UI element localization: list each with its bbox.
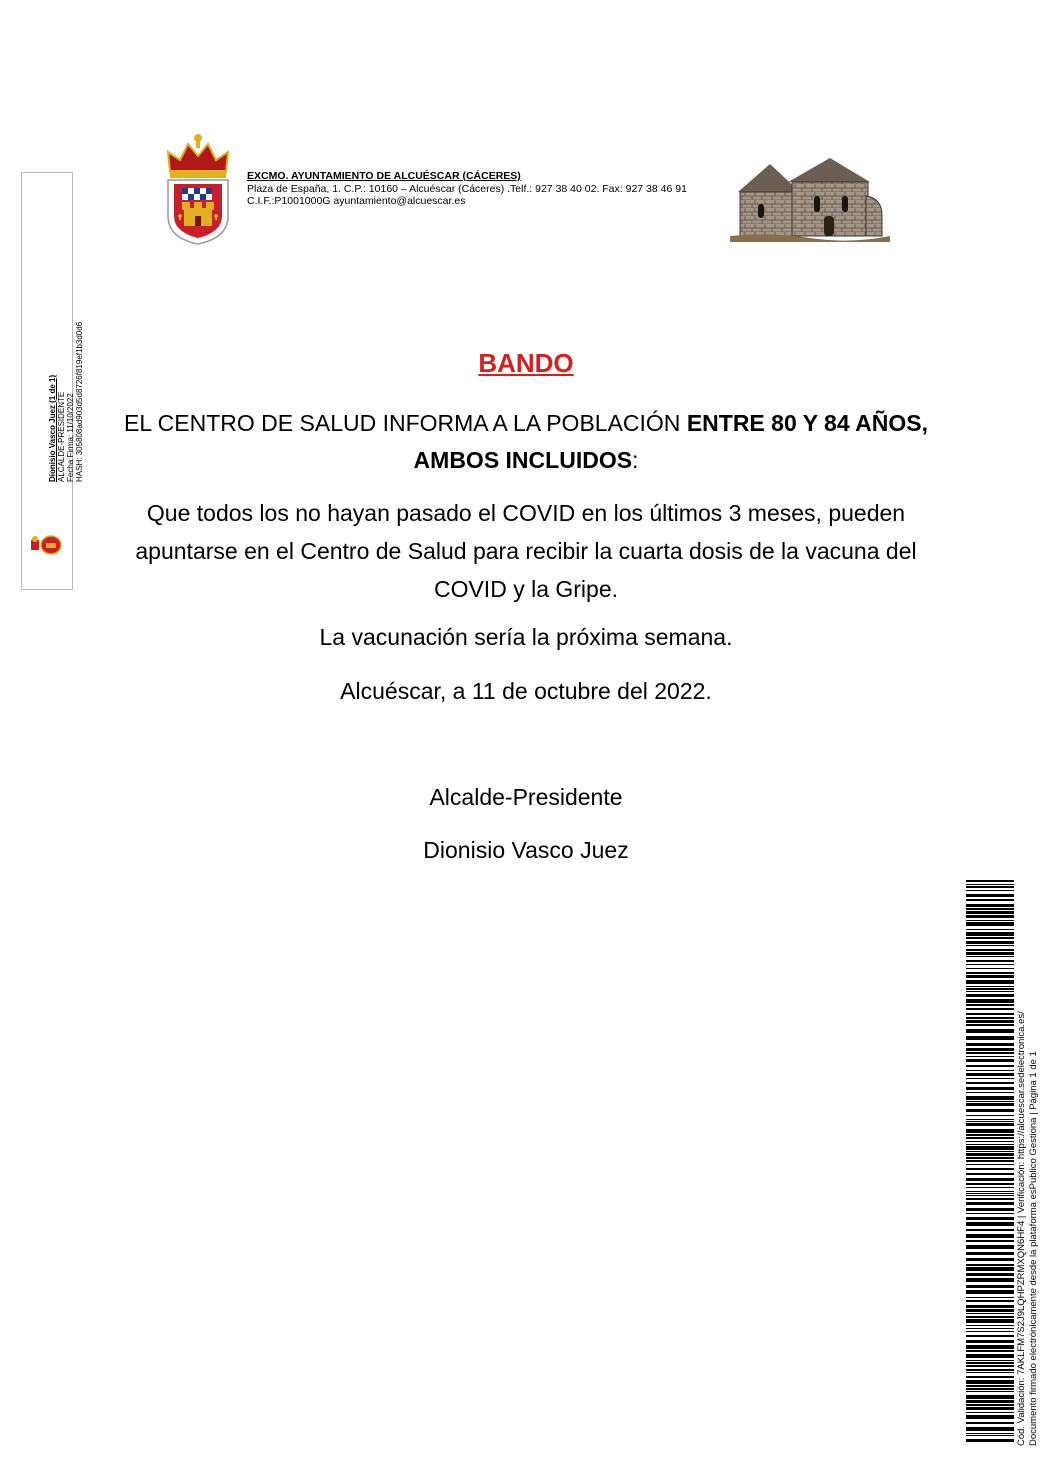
intro-paragraph bbox=[120, 405, 932, 479]
cif-email-line: C.I.F.:P1001000G ayuntamiento@alcuescar.es bbox=[247, 195, 466, 207]
intro-text: EL CENTRO DE SALUD INFORMA A LA POBLACIÓN bbox=[124, 410, 687, 436]
church-illustration bbox=[730, 152, 890, 242]
signature-hash: HASH: 305808ad903d5d8726f819ef1b3d0d6 bbox=[75, 321, 84, 482]
signer-role: Alcalde-Presidente bbox=[429, 784, 623, 810]
small-seal-icon bbox=[29, 534, 65, 556]
signer-role-stamp: ALCALDE-PRESIDENTE bbox=[57, 391, 66, 482]
address-line: Plaza de España, 1. C.P.: 10160 – Alcuéscar (Cáceres) .Telf.: 927 38 40 02. Fax: 927 38 46 91 bbox=[247, 182, 687, 195]
document-title: BANDO bbox=[478, 348, 574, 378]
letterhead-text bbox=[247, 170, 687, 208]
place-date: Alcuéscar, a 11 de octubre del 2022. bbox=[340, 678, 712, 704]
intro-age-range: ENTRE 80 Y 84 AÑOS, AMBOS INCLUIDOS bbox=[413, 410, 928, 473]
signature-date: Fecha Firma: 11/10/2022 bbox=[66, 393, 75, 482]
validation-code-line: Cód. Validación: 7AKLFM7S2J9LQHPZRMXQN6HF4 | Verificación: https://alcuescar.sedelectronica.es/ bbox=[1016, 1011, 1027, 1446]
validation-barcode bbox=[966, 880, 1014, 1446]
vaccination-paragraph: Que todos los no hayan pasado el COVID en los últimos 3 meses, pueden apuntarse en el Centro de Salud para recibir la cuarta dosis de la vacuna del COVID y la Gripe. bbox=[135, 500, 917, 602]
signer-name-stamp: Dionisio Vasco Juez (1 de 1) bbox=[48, 374, 57, 482]
platform-line: Documento firmado electrónicamente desde la plataforma esPublico Gestiona | Página 1 de 1 bbox=[1028, 1051, 1039, 1446]
coat-of-arms-logo bbox=[162, 130, 234, 248]
signer-name: Dionisio Vasco Juez bbox=[423, 837, 629, 863]
intro-colon: : bbox=[632, 447, 639, 473]
schedule-paragraph: La vacunación sería la próxima semana. bbox=[319, 624, 733, 650]
organization-name: EXCMO. AYUNTAMIENTO DE ALCUÉSCAR (CÁCERES) bbox=[247, 170, 521, 182]
